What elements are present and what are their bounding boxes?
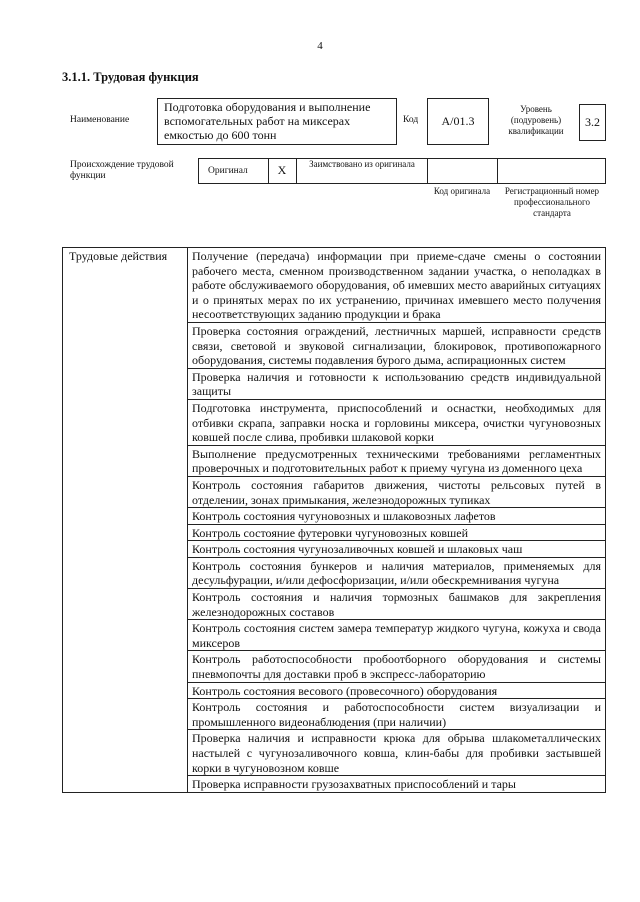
labor-action-item: Подготовка инструмента, приспособлений и оснастки, необходимых для отбивки скрапа, заправки носка и горловины миксера, очистки чугуновозных ковшей после слива, пробивки шлаковой корки bbox=[188, 399, 606, 445]
original-label: Оригинал bbox=[208, 166, 248, 176]
function-code-value: А/01.3 bbox=[427, 98, 489, 145]
labor-action-item: Контроль состояния габаритов движения, чистоты рельсовых путей в отделении, зонах примыкания, железнодорожных тупиках bbox=[188, 476, 606, 507]
labor-action-item: Контроль состояния и работоспособности систем визуализации и промышленного видеонаблюдения (при наличии) bbox=[188, 699, 606, 730]
borrowed-label: Заимствовано из оригинала bbox=[309, 159, 415, 169]
page-number: 4 bbox=[317, 40, 323, 52]
labor-action-item: Проверка наличия и готовности к использованию средств индивидуальной защиты bbox=[188, 368, 606, 399]
table-row bbox=[63, 248, 606, 323]
level-value: 3.2 bbox=[579, 104, 606, 141]
labor-action-item: Контроль работоспособности пробоотборного оборудования и системы пневмопочты для доставки проб в экспресс-лабораторию bbox=[188, 651, 606, 682]
labor-action-item: Контроль состояния и наличия тормозных башмаков для закрепления железнодорожных составов bbox=[188, 589, 606, 620]
labor-action-item: Контроль состояния чугуновозных и шлаковозных лафетов bbox=[188, 508, 606, 525]
labor-action-item: Контроль состояния чугунозаливочных ковшей и шлаковых чаш bbox=[188, 541, 606, 558]
section-heading: 3.1.1. Трудовая функция bbox=[62, 70, 199, 84]
reg-number-caption: Регистрационный номер профессионального стандарта bbox=[504, 186, 600, 218]
labor-action-item: Проверка состояния ограждений, лестничных маршей, исправности средств связи, световой и звуковой сигнализации, блокировок, противопожарного оборудования, системы подавления бурого дыма, аспирационных систем bbox=[188, 322, 606, 368]
labor-action-item: Контроль состояния систем замера температур жидкого чугуна, кожуха и свода миксеров bbox=[188, 620, 606, 651]
code-original-caption: Код оригинала bbox=[433, 186, 491, 196]
labor-action-item: Проверка исправности грузозахватных приспособлений и тары bbox=[188, 776, 606, 793]
actions-label: Трудовые действия bbox=[63, 248, 188, 793]
code-label: Код bbox=[403, 115, 419, 125]
level-label: Уровень (подуровень) квалификации bbox=[508, 104, 564, 136]
function-name-value: Подготовка оборудования и выполнение вспомогательных работ на миксерах емкостью до 600 тонн bbox=[157, 98, 397, 145]
labor-action-item: Контроль состояния бункеров и наличия материалов, применяемых для десульфурации, и/или дефосфоризации, и/или обескремнивания чугуна bbox=[188, 557, 606, 588]
labor-action-item: Получение (передача) информации при приеме-сдаче смены о состоянии рабочего места, сменном производственном задании участка, о неполадках в работе обслуживаемого оборудования, об имевших место аварийных ситуациях и о принятых мерах по их устранению, причинах имевшего место получения несоответствующих заданию продукции и брака bbox=[188, 248, 606, 323]
labor-action-item: Контроль состояние футеровки чугуновозных ковшей bbox=[188, 524, 606, 541]
labor-action-item: Проверка наличия и исправности крюка для обрыва шлакометаллических настылей с чугунозаливочного ковша, клин-бабы для пробивки застывшей корки в чугуновозном ковше bbox=[188, 730, 606, 776]
labor-action-item: Выполнение предусмотренных техническими требованиями регламентных проверочных и подготовительных работ к приему чугуна из доменного цеха bbox=[188, 445, 606, 476]
original-mark: X bbox=[277, 163, 287, 177]
name-label: Наименование bbox=[70, 115, 130, 125]
labor-actions-table bbox=[62, 247, 606, 793]
labor-action-item: Контроль состояния весового (провесочного) оборудования bbox=[188, 682, 606, 699]
origin-label: Происхождение трудовой функции bbox=[70, 160, 174, 181]
